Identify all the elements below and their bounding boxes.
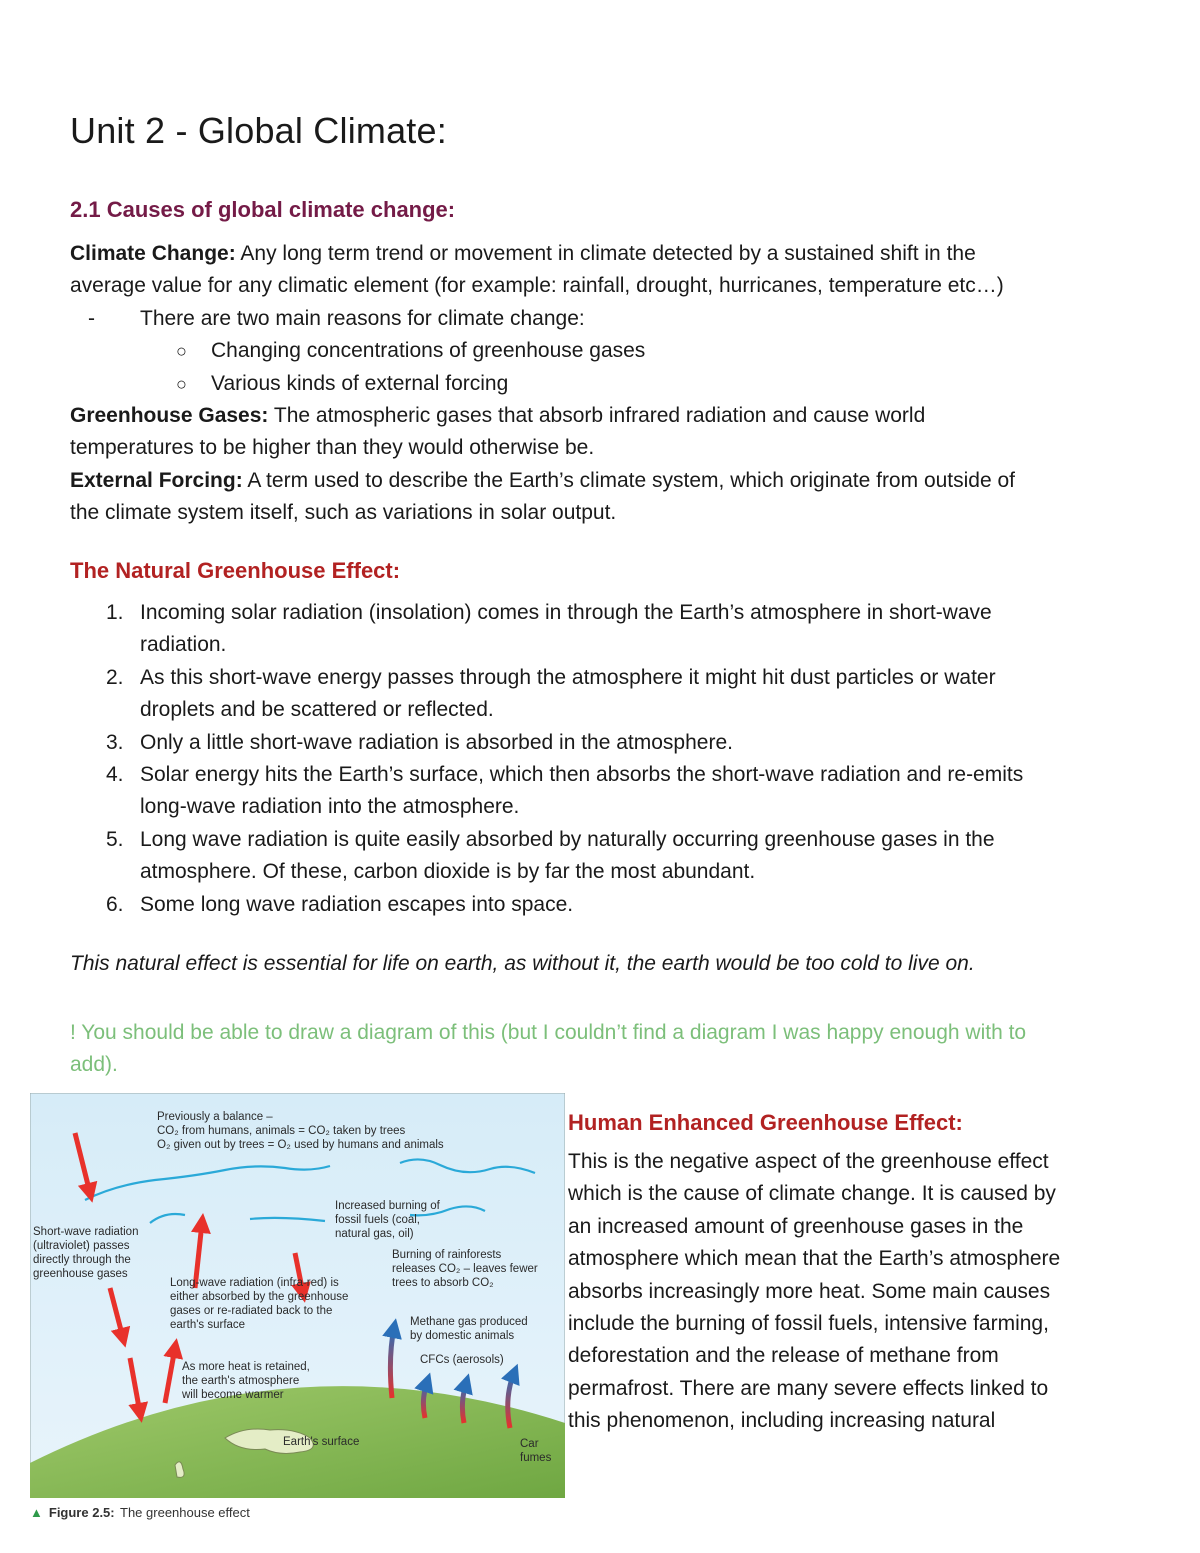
label-balance: O₂ given out by trees = O₂ used by humans and animals xyxy=(157,1139,444,1151)
step-line: radiation. xyxy=(140,633,227,657)
circle-bullet-icon: ○ xyxy=(176,373,187,394)
step-line: Solar energy hits the Earth’s surface, which then absorbs the short-wave radiation and re-emits xyxy=(140,763,1024,787)
label-balance: CO₂ from humans, animals = CO₂ taken by trees xyxy=(157,1125,406,1137)
label-heat-retained: the earth's atmosphere xyxy=(182,1375,300,1387)
label-fossil-fuels: fossil fuels (coal, xyxy=(335,1214,421,1226)
label-car-fumes: Car xyxy=(520,1438,539,1450)
list-item xyxy=(70,597,1145,662)
climate-change-term: Climate Change: xyxy=(70,242,236,265)
label-methane: Methane gas produced xyxy=(410,1316,528,1328)
step-line: atmosphere. Of these, carbon dioxide is by far the most abundant. xyxy=(140,860,756,884)
human-effect-line: this phenomenon, including increasing natural xyxy=(568,1409,996,1433)
human-effect-section xyxy=(568,1110,1128,1438)
ghg-definition xyxy=(70,400,1145,432)
human-effect-line: which is the cause of climate change. It is caused by xyxy=(568,1182,1056,1206)
section-heading-human-effect: Human Enhanced Greenhouse Effect: xyxy=(568,1110,963,1135)
label-methane: by domestic animals xyxy=(410,1330,515,1342)
step-number: 2. xyxy=(106,665,124,689)
step-number: 4. xyxy=(106,763,124,787)
reason-item xyxy=(70,335,1145,367)
ghg-def-line1: The atmospheric gases that absorb infrared radiation and cause world xyxy=(268,404,926,428)
reasons-intro-text: There are two main reasons for climate change: xyxy=(140,306,585,330)
natural-effect-steps xyxy=(70,597,1145,921)
step-number: 3. xyxy=(106,730,124,754)
label-balance: Previously a balance – xyxy=(157,1111,273,1123)
ghg-def-line2: temperatures to be higher than they would otherwise be. xyxy=(70,436,595,460)
reasons-intro xyxy=(70,303,1145,335)
label-rainforests: releases CO₂ – leaves fewer xyxy=(392,1263,538,1275)
external-forcing-term: External Forcing: xyxy=(70,468,243,492)
step-line: long-wave radiation into the atmosphere. xyxy=(140,795,520,819)
list-item xyxy=(70,824,1145,889)
dash-bullet: - xyxy=(88,306,95,330)
circle-bullet-icon: ○ xyxy=(176,341,187,362)
label-shortwave: Short-wave radiation xyxy=(33,1226,139,1238)
ghg-term: Greenhouse Gases: xyxy=(70,404,269,428)
page-title: Unit 2 - Global Climate: xyxy=(70,110,447,151)
label-shortwave: greenhouse gases xyxy=(33,1268,128,1280)
step-line: Some long wave radiation escapes into space. xyxy=(140,892,574,916)
definitions-block xyxy=(70,238,1145,530)
section-heading-causes: 2.1 Causes of global climate change: xyxy=(70,197,456,222)
label-earth-surface: Earth's surface xyxy=(283,1436,360,1448)
triangle-icon: ▲ xyxy=(30,1505,43,1520)
external-forcing-definition xyxy=(70,465,1145,497)
step-line: As this short-wave energy passes through the atmosphere it might hit dust particles or water xyxy=(140,665,996,689)
section-heading-natural-effect: The Natural Greenhouse Effect: xyxy=(70,558,401,583)
reason-text: Changing concentrations of greenhouse gases xyxy=(211,339,646,363)
label-shortwave: (ultraviolet) passes xyxy=(33,1240,130,1252)
label-longwave: either absorbed by the greenhouse xyxy=(170,1291,349,1303)
steps-list xyxy=(70,597,1145,921)
climate-change-def-line2: average value for any climatic element (for example: rainfall, drought, hurricanes, temperature etc…) xyxy=(70,274,1004,298)
label-rainforests: Burning of rainforests xyxy=(392,1249,502,1261)
label-longwave: Long-wave radiation (infra-red) is xyxy=(170,1277,339,1289)
list-item xyxy=(70,889,1145,921)
label-cfcs: CFCs (aerosols) xyxy=(420,1354,504,1366)
human-effect-line: permafrost. There are many severe effects linked to xyxy=(568,1376,1049,1400)
step-number: 5. xyxy=(106,827,124,851)
list-item xyxy=(70,759,1145,824)
step-line: Long wave radiation is quite easily absorbed by naturally occurring greenhouse gases in the xyxy=(140,827,995,851)
reason-text: Various kinds of external forcing xyxy=(211,371,509,395)
step-line: droplets and be scattered or reflected. xyxy=(140,698,494,722)
label-car-fumes: fumes xyxy=(520,1452,552,1464)
human-effect-line: atmosphere which mean that the Earth’s atmosphere xyxy=(568,1247,1061,1271)
external-forcing-def-line1: A term used to describe the Earth’s climate system, which originate from outside of xyxy=(242,468,1016,492)
greenhouse-effect-figure xyxy=(30,1093,565,1498)
human-effect-line: deforestation and the release of methane from xyxy=(568,1344,999,1368)
italic-note: This natural effect is essential for life on earth, as without it, the earth would be too cold to live on. xyxy=(70,952,975,975)
human-effect-line: an increased amount of greenhouse gases in the xyxy=(568,1214,1024,1238)
caption-text: The greenhouse effect xyxy=(120,1505,250,1520)
human-effect-line: absorbs increasingly more heat. Some main causes xyxy=(568,1279,1051,1303)
reason-item xyxy=(70,368,1145,400)
green-note xyxy=(70,1017,1150,1082)
green-note-line1: ! You should be able to draw a diagram of this (but I couldn’t find a diagram I was happy enough with to xyxy=(70,1021,1027,1044)
step-number: 6. xyxy=(106,892,124,916)
climate-change-definition xyxy=(70,238,1145,270)
human-effect-line: This is the negative aspect of the greenhouse effect xyxy=(568,1150,1049,1173)
label-fossil-fuels: natural gas, oil) xyxy=(335,1228,414,1240)
label-fossil-fuels: Increased burning of xyxy=(335,1200,440,1212)
step-number: 1. xyxy=(106,601,124,624)
label-heat-retained: will become warmer xyxy=(182,1389,284,1401)
label-heat-retained: As more heat is retained, xyxy=(182,1361,310,1373)
label-longwave: earth's surface xyxy=(170,1319,246,1331)
label-rainforests: trees to absorb CO₂ xyxy=(392,1277,494,1289)
step-line: Incoming solar radiation (insolation) comes in through the Earth’s atmosphere in short-wave xyxy=(140,601,992,624)
human-effect-line: include the burning of fossil fuels, intensive farming, xyxy=(568,1312,1049,1336)
step-line: Only a little short-wave radiation is absorbed in the atmosphere. xyxy=(140,730,733,754)
label-shortwave: directly through the xyxy=(33,1254,131,1266)
greenhouse-diagram xyxy=(30,1093,565,1498)
list-item xyxy=(70,727,1145,759)
figure-caption xyxy=(30,1505,250,1520)
climate-change-def-line1: Any long term trend or movement in climate detected by a sustained shift in the xyxy=(235,242,976,265)
external-forcing-def-line2: the climate system itself, such as variations in solar output. xyxy=(70,501,617,525)
list-item xyxy=(70,662,1145,727)
label-longwave: gases or re-radiated back to the xyxy=(170,1305,333,1317)
caption-label: Figure 2.5: xyxy=(48,1505,115,1520)
green-note-line2: add). xyxy=(70,1053,118,1077)
